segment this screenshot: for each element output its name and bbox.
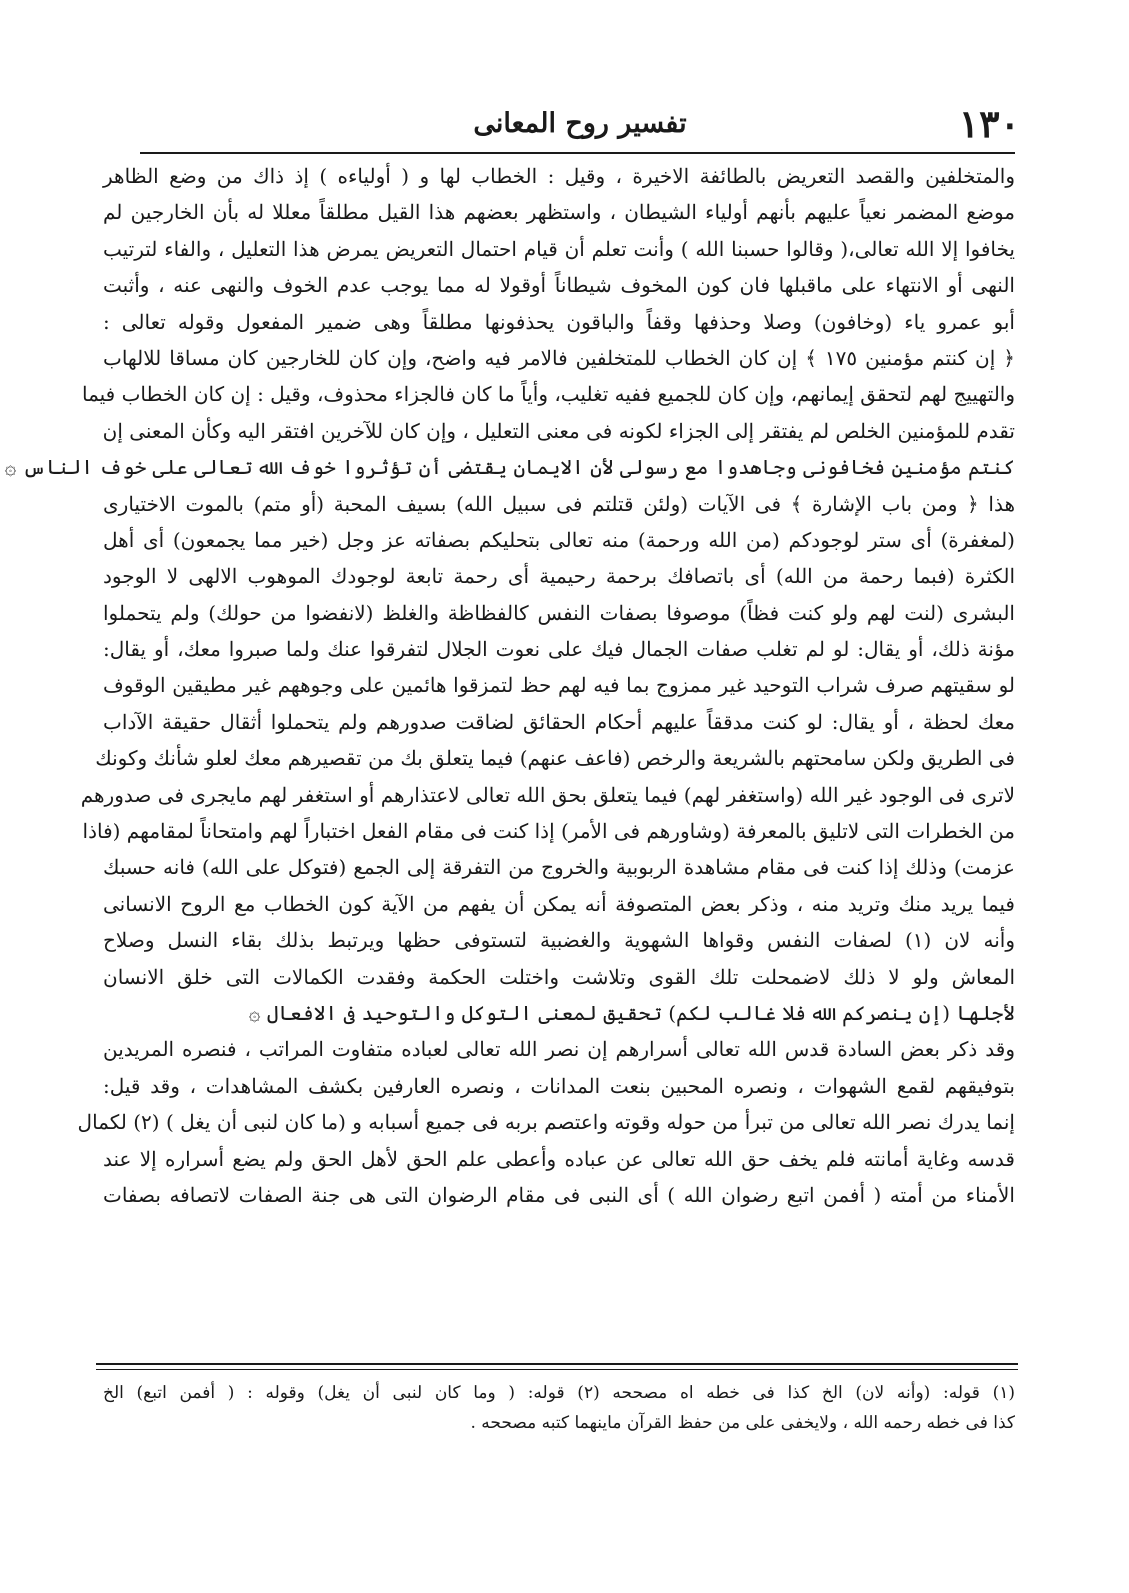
footnotes — [103, 1378, 1015, 1438]
text-line: فيما يريد منك وتريد منه ، وذكر بعض المتصوفة أنه يمكن أن يفهم من الآية كون الخطاب مع الروح الانسانى — [103, 891, 1015, 916]
page-header — [140, 100, 1020, 152]
text-line: إنما يدرك نصر الله تعالى من تبرأ من حوله وقوته واعتصم بربه فى جميع أسبابه و (ما كان لنبى أن يغل ) (٢) لكمال — [77, 1110, 1015, 1135]
footnote-separator — [96, 1369, 1018, 1370]
text-line: وأنه لان (١) لصفات النفس وقواها الشهوية والغضبية لتستوفى حظها ويرتبط بذلك بقاء النسل وصلاح — [103, 928, 1015, 953]
text-line: ﴿ إن كنتم مؤمنين ١٧٥ ﴾ إن كان الخطاب للمتخلفين فالامر فيه واضح، وإن كان للخارجين كان مساقا للالهاب — [103, 345, 1015, 370]
text-line: وقد ذكر بعض السادة قدس الله تعالى أسرارهم إن نصر الله تعالى لعباده متفاوت المراتب ، فنصره المريدين — [103, 1037, 1015, 1062]
body-text — [4, 158, 1016, 1358]
text-line: والتهييج لهم لتحقق إيمانهم، وإن كان للجميع ففيه تغليب، وأياً ما كان فالجزاء محذوف، وقيل : إن كان الخطاب فيما — [81, 382, 1015, 407]
footnote-line: (١) قوله: (وأنه لان) الخ كذا فى خطه اه مصححه (٢) قوله: ( وما كان لنبى أن يغل) وقوله : ( أفمن اتبع) الخ — [103, 1383, 1015, 1403]
text-line: عزمت) وذلك إذا كنت فى مقام مشاهدة الربوبية والخروج من التفرقة إلى الجمع (فتوكل على الله) فانه حسبك — [103, 855, 1015, 880]
text-line: الأمناء من أمته ( أفمن اتبع رضوان الله ) أى النبى فى مقام الرضوان التى هى جنة الصفات لاتصافه بصفات — [103, 1182, 1015, 1207]
page-number: ١٣٠ — [958, 101, 1020, 146]
header-rule — [140, 152, 1015, 154]
text-line: موضع المضمر نعياً عليهم بأنهم أولياء الشيطان ، واستظهر بعضهم هذا القيل مطلقاً معللا له بأن الخارجين لم — [103, 200, 1015, 225]
text-line: لو سقيتهم صرف شراب التوحيد غير ممزوج بما فيه لهم حظ لتمزقوا هائمين على وجوههم غير مطيقين الوقوف — [103, 673, 1016, 698]
running-title: تفسير روح المعانى — [473, 108, 687, 139]
text-line: بتوفيقهم لقمع الشهوات ، ونصره المحبين بنعت المدانات ، ونصره العارفين بكشف المشاهدات ، وقد قيل: — [103, 1073, 1015, 1098]
footnote-line: كذا فى خطه رحمه الله ، ولايخفى على من حفظ القرآن ماينهما كتبه مصححه . — [470, 1413, 1015, 1433]
text-line: لأجلها (إن ينصركم الله فلا غالب لكم) تحقيق لمعنى التوكل والتوحيد فى الافعال ۞ — [248, 1000, 1015, 1025]
text-line: فى الطريق ولكن سامحتهم بالشريعة والرخص (فاعف عنهم) فيما يتعلق بك من تقصيرهم معك لعلو شأنك وكونك — [95, 746, 1015, 771]
text-line: كنتم مؤمنين فخافونى وجاهدوا مع رسولى لأن الايمان يقتضى أن تؤثروا خوف الله تعالى على خوف الناس ۞ — [4, 455, 1015, 480]
text-line: الكثرة (فبما رحمة من الله) أى باتصافك برحمة رحيمية أى رحمة تابعة لوجودك الموهوب الالهى لا الوجود — [103, 564, 1015, 589]
text-line: هذا ﴿ ومن باب الإشارة ﴾ فى الآيات (ولئن قتلتم فى سبيل الله) بسيف المحبة (أو متم) بالموت الاختيارى — [103, 491, 1015, 516]
text-line: يخافوا إلا الله تعالى،( وقالوا حسبنا الله ) وأنت تعلم أن قيام احتمال التعريض يمرض هذا التعليل ، والفاء لترتيب — [103, 236, 1015, 261]
text-line: والمتخلفين والقصد التعريض بالطائفة الاخيرة ، وقيل : الخطاب لها و ( أولياءه ) إذ ذاك من وضع الظاهر — [103, 164, 1015, 188]
footnote-separator — [96, 1363, 1018, 1365]
text-line: لاترى فى الوجود غير الله (واستغفر لهم) فيما يتعلق بحق الله تعالى لاعتذارهم أو استغفر لهم مايجرى فى صدورهم — [80, 782, 1015, 807]
text-line: مؤنة ذلك، أو يقال: لو لم تغلب صفات الجمال فيك على نعوت الجلال لتفرقوا عنك ولما صبروا معك، أو يقال: — [103, 637, 1015, 662]
text-line: أبو عمرو ياء (وخافون) وصلا وحذفها وقفاً والباقون يحذفونها مطلقاً وهى ضمير المفعول وقوله تعالى : — [103, 309, 1015, 334]
text-line: المعاش ولو لا ذلك لاضمحلت تلك القوى وتلاشت واختلت الحكمة وفقدت الكمالات التى خلق الانسان — [103, 964, 1016, 989]
text-line: (لمغفرة) أى ستر لوجودكم (من الله ورحمة) منه تعالى بتحليكم بصفاته عز وجل (خير مما يجمعون) أى أهل — [103, 527, 1015, 552]
text-line: من الخطرات التى لاتليق بالمعرفة (وشاورهم فى الأمر) إذا كنت فى مقام الفعل اختباراً لهم وامتحاناً لمقامهم (فاذا — [82, 819, 1015, 844]
text-line: معك لحظة ، أو يقال: لو كنت مدققاً عليهم أحكام الحقائق لضاقت صدورهم ولم يتحملوا أثقال حقيقة الآداب — [103, 709, 1015, 734]
text-line: البشرى (لنت لهم ولو كنت فظاً) موصوفا بصفات النفس كالفظاظة والغلظ (لانفضوا من حولك) ولم يتحملوا — [103, 600, 1015, 625]
text-line: تقدم للمؤمنين الخلص لم يفتقر إلى الجزاء لكونه فى معنى التعليل ، وإن كان للآخرين افتقر اليه وكأن المعنى إن — [102, 418, 1015, 443]
text-line: النهى أو الانتهاء على ماقبلها فان كون المخوف شيطاناً أوقولا له مما يوجب عدم الخوف والنهى عنه ، وأثبت — [103, 273, 1015, 298]
text-line: قدسه وغاية أمانته فلم يخف حق الله تعالى عن عباده وأعطى علم الحق لأهل الحق ولم يضع أسراره إلا عند — [103, 1146, 1015, 1171]
